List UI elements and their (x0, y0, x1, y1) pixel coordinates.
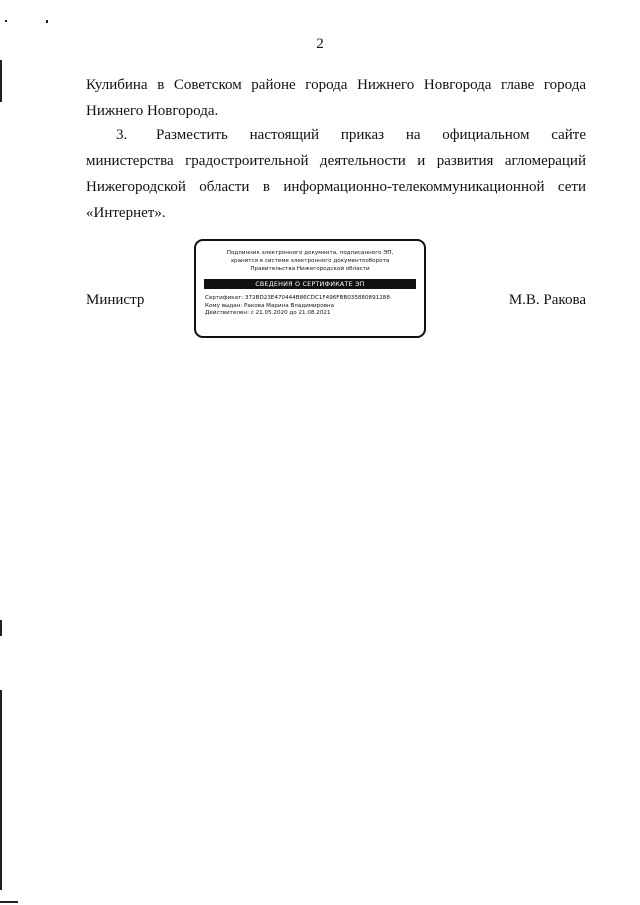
stamp-title-bar: СВЕДЕНИЯ О СЕРТИФИКАТЕ ЭП (204, 279, 416, 289)
stamp-details (205, 295, 424, 318)
scan-dot (46, 20, 48, 23)
scan-edge-line (0, 620, 2, 636)
issued-to-label: Кому выдан: (205, 302, 243, 309)
paragraph-item-3 (86, 122, 586, 226)
electronic-signature-stamp (194, 239, 426, 338)
stamp-row-issued-to (205, 303, 424, 311)
page-number: 2 (316, 36, 324, 52)
scan-dot (5, 20, 7, 22)
stamp-header-line: Правительства Нижегородской области (250, 266, 370, 272)
item-number: 3. (116, 127, 128, 143)
scan-edge-line (0, 690, 2, 890)
certificate-value: 372BD23E470444B86CDC1F496FBB035880891288 (244, 295, 390, 301)
stamp-row-certificate (205, 295, 424, 303)
stamp-header-line: Подлинник электронного документа, подписанного ЭП, (226, 250, 394, 256)
issued-to-value: Ракова Марина Владимировна (244, 302, 335, 309)
scan-bottom-line (0, 901, 18, 903)
valid-value: с 21.05.2020 до 21.08.2021 (250, 310, 331, 316)
item-text: Разместить настоящий приказ на официальном сайте министерства градостроительной деятельности и развития агломераций Нижегородской области в информационно-телекоммуникационной сети «Интернет». (86, 127, 586, 221)
signer-name: М.В. Ракова (508, 292, 586, 308)
stamp-row-valid (205, 310, 424, 318)
scan-edge-line (0, 60, 2, 102)
paragraph-continuation: Кулибина в Советском районе города Нижнего Новгорода главе города Нижнего Новгорода. (86, 77, 586, 119)
stamp-header-line: хранится в системе электронного документооборота (230, 258, 390, 264)
signer-role: Министр (86, 292, 145, 308)
certificate-label: Сертификат: (205, 295, 244, 301)
valid-label: Действителен: (205, 310, 249, 316)
stamp-header (196, 249, 424, 273)
